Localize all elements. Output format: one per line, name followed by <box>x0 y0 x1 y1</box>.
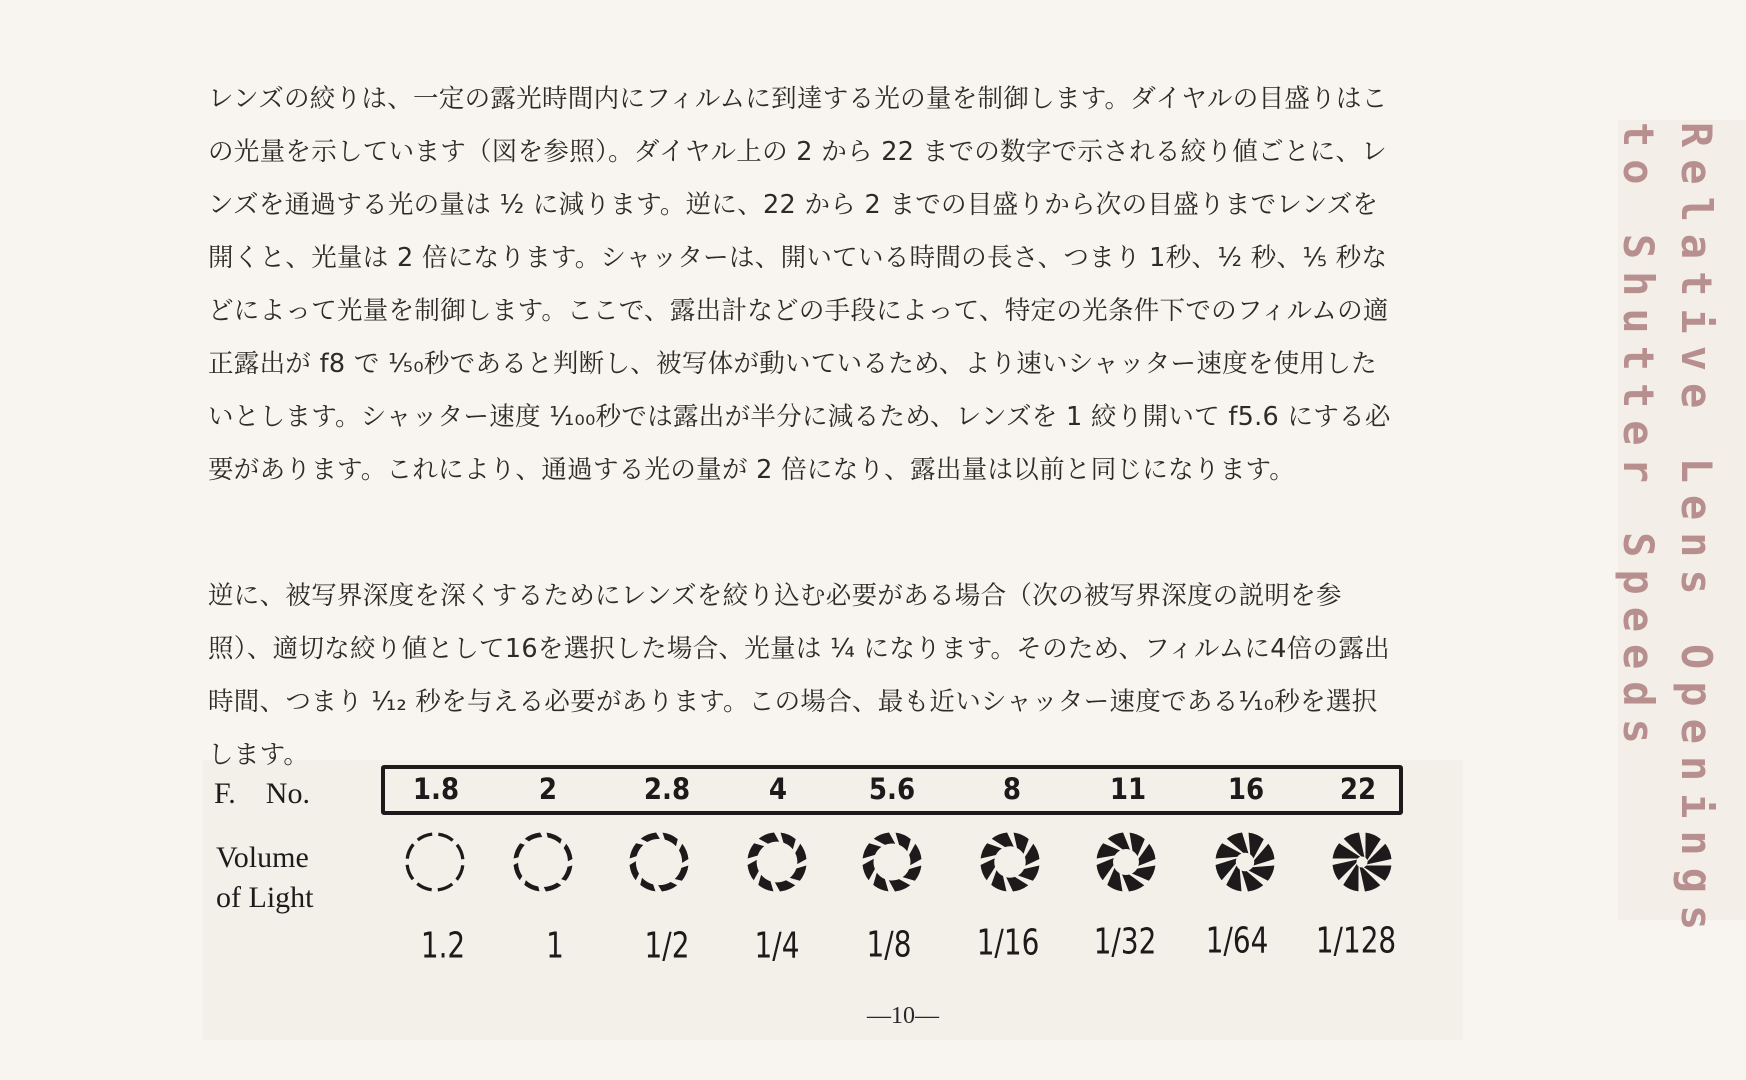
aperture-blade <box>1130 833 1145 856</box>
volume-value: 1/128 <box>1315 920 1397 962</box>
aperture-blade <box>1018 866 1039 881</box>
aperture-blade <box>524 880 539 891</box>
aperture-blade <box>758 875 773 892</box>
aperture-blade <box>416 882 432 891</box>
aperture-blade <box>640 878 655 892</box>
aperture-blade <box>1107 868 1122 891</box>
volume-value: 1 <box>546 925 564 967</box>
fno-value: 5.6 <box>868 772 916 806</box>
fno-value: 2.8 <box>643 772 691 806</box>
fno-value: 1.8 <box>412 772 460 806</box>
aperture-blade <box>406 865 415 881</box>
body-paragraph-2: 逆に、被写界深度を深くするためにレンズを絞り込む必要がある場合（次の被写界深度の説明を参照）、適切な絞り値として16を選択した場合、光量は ¼ になります。そのため、フィルムに4倍の露出時間、つまり ⅟₁₂ 秒を与える必要があります。この場合、最も近いシャッター速度である⅟₁₀秒を選択します。 <box>208 581 1390 770</box>
aperture-blade <box>873 873 888 892</box>
aperture-blade <box>863 843 882 858</box>
aperture-diaphragm-icon <box>398 825 472 899</box>
aperture-diaphragm-icon <box>1325 825 1399 899</box>
aperture-blade <box>991 870 1006 891</box>
aperture-blade <box>547 833 562 844</box>
aperture-diaphragm-icon <box>740 825 814 899</box>
aperture-blade <box>781 833 796 850</box>
aperture-blade <box>775 880 795 891</box>
volume-label-line1: Volume <box>216 841 309 874</box>
volume-value: 1/8 <box>866 924 912 966</box>
aperture-blade <box>417 833 433 842</box>
aperture-blade <box>759 833 779 844</box>
aperture-blade <box>748 860 759 880</box>
fno-value: 22 <box>1339 772 1377 806</box>
aperture-diaphragm-icon <box>855 825 929 899</box>
aperture-blade <box>1006 877 1028 892</box>
aperture-blade <box>438 833 454 842</box>
aperture-blade <box>863 859 875 880</box>
aperture-blade <box>1097 843 1120 858</box>
aperture-blade <box>679 844 688 863</box>
aperture-blade <box>564 844 573 862</box>
aperture-blade <box>795 844 806 864</box>
aperture-diaphragm-icon <box>622 825 696 899</box>
fno-value: 16 <box>1227 772 1265 806</box>
volume-value: 1/32 <box>1093 921 1157 963</box>
aperture-blade <box>514 843 525 858</box>
aperture-diaphragm-icon <box>506 825 580 899</box>
body-paragraph-1: レンズの絞りは、一定の露光時間内にフィルムに到達する光の量を制御します。ダイヤルの目盛りはこの光量を示しています（図を参照）。ダイヤル上の 2 から 22 までの数字で示される絞り値ごとに、レンズを通過する光の量は ½ に減ります。逆に、22 から 2 までの目盛りから次の目盛りまでレンズを開くと、光量は 2 倍になります。シャッターは、開いている時間の長さ、つまり 1秒、½ 秒、⅕ 秒などによって光量を制御します。ここで、露出計などの手段によって、特定の光条件下でのフィルムの適正露出が f8 で ⅟₅₀秒であると判断し、被写体が動いているため、より速いシャッター速度を使用したいとします。シャッター速度 ⅟₁₀₀秒では露出が半分に減るため、レンズを 1 絞り開いて f5.6 にする必要があります。これにより、通過する光の量が 2 倍になり、露出量は以前と同じになります。 <box>208 84 1391 485</box>
aperture-diaphragm-icon <box>1089 825 1163 899</box>
aperture-blade <box>992 833 1014 848</box>
aperture-blade <box>641 833 660 842</box>
aperture-blade <box>1132 866 1155 881</box>
aperture-blade <box>544 883 562 892</box>
side-title-line2: to Shutter Speeds <box>1614 122 1663 756</box>
volume-value: 1/2 <box>644 925 690 967</box>
volume-value: 1/64 <box>1205 920 1269 962</box>
aperture-blade <box>658 882 677 891</box>
aperture-blade <box>561 866 572 881</box>
aperture-blade <box>630 843 644 858</box>
volume-label-line2: of Light <box>216 881 314 914</box>
aperture-blade <box>981 843 1002 858</box>
page-number: —10— <box>867 1003 939 1029</box>
aperture-blade <box>790 866 807 881</box>
aperture-blade <box>981 858 996 880</box>
aperture-blade <box>525 833 543 842</box>
aperture-blade <box>514 863 523 881</box>
aperture-blade <box>896 833 911 852</box>
fno-value: 2 <box>538 772 558 806</box>
fno-value: 4 <box>768 772 788 806</box>
aperture-blade <box>903 866 922 881</box>
volume-value: 1.2 <box>420 925 466 967</box>
aperture-blade <box>1014 833 1029 854</box>
aperture-blade <box>874 833 895 845</box>
aperture-blade <box>438 883 454 892</box>
aperture-blade <box>663 833 678 847</box>
aperture-blade <box>406 843 415 859</box>
fno-label: F. No. <box>214 777 310 810</box>
aperture-blade <box>909 844 921 865</box>
aperture-blade <box>675 866 689 881</box>
fno-value: 8 <box>1002 772 1022 806</box>
aperture-diaphragm-icon <box>973 825 1047 899</box>
volume-label <box>216 838 314 918</box>
aperture-blade <box>456 844 465 860</box>
aperture-blade <box>1025 844 1040 866</box>
aperture-blade <box>630 861 639 880</box>
aperture-blade <box>748 843 765 858</box>
side-title-line1: Relative Lens Openings <box>1672 122 1721 943</box>
aperture-blade <box>455 865 464 881</box>
fno-value: 11 <box>1109 772 1147 806</box>
aperture-blade <box>889 879 910 891</box>
aperture-diaphragm-icon <box>1208 825 1282 899</box>
volume-value: 1/16 <box>976 922 1040 964</box>
volume-value: 1/4 <box>754 925 800 967</box>
